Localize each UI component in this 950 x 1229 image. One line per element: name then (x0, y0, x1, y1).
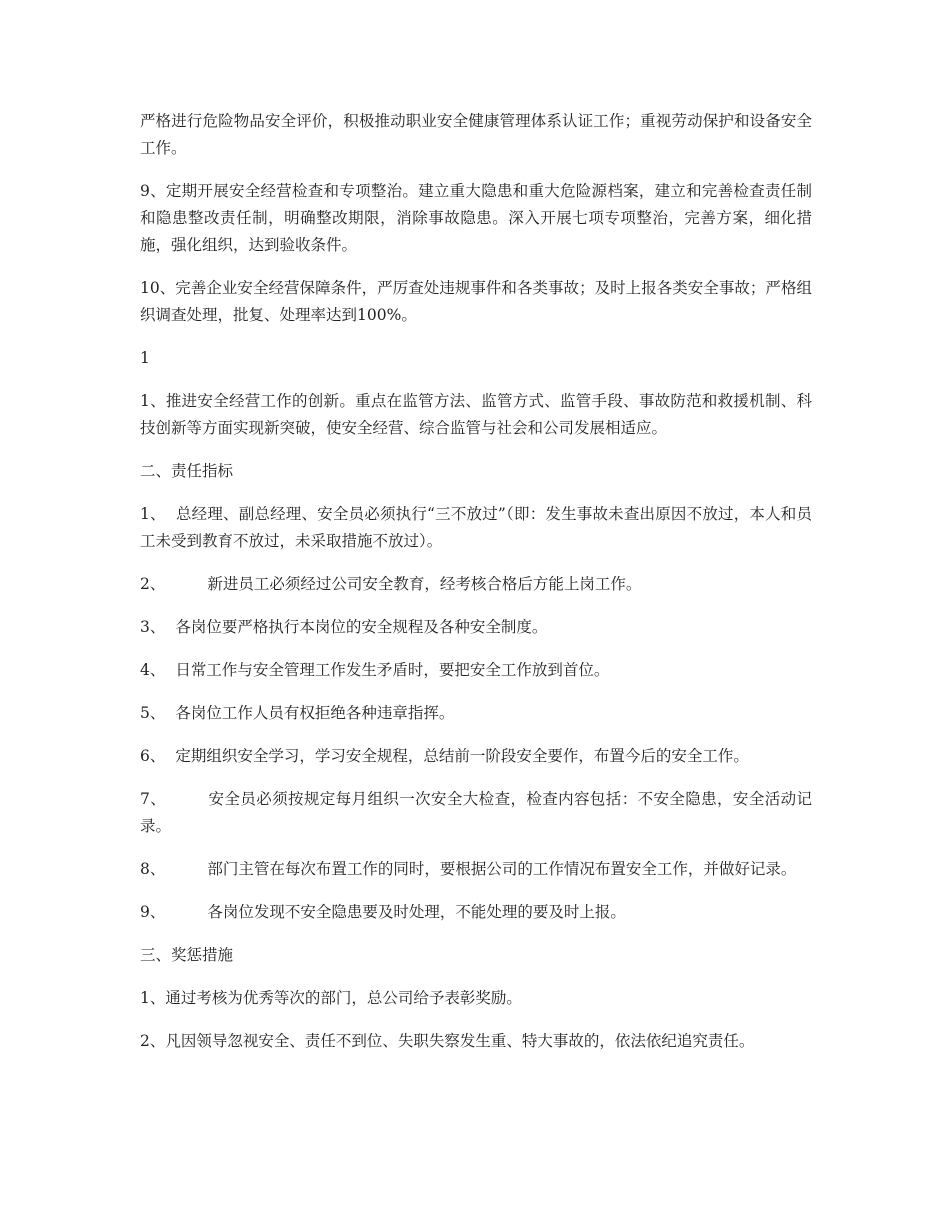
paragraph-text: 定期开展安全经营检查和专项整治。建立重大隐患和重大危险源档案，建立和完善检查责任制和隐患整改责任制，明确整改期限，消除事故隐患。深入开展七项专项整治，完善方案，细化措施，强化组织，达到验收条件。 (140, 182, 812, 254)
list-item (140, 571, 812, 598)
list-item-number: 6、 (140, 747, 166, 765)
list-item-number: 2、 (140, 575, 166, 593)
list-item-text: 部门主管在每次布置工作的同时，要根据公司的工作情况布置安全工作，并做好记录。 (207, 860, 797, 878)
section-heading-text: 三、奖惩措施 (140, 946, 234, 964)
list-item-text: 新进员工必须经过公司安全教育，经考核合格后方能上岗工作。 (207, 575, 642, 593)
list-item (140, 899, 812, 926)
list-item-text: 安全员必须按规定每月组织一次安全大检查，检查内容包括：不安全隐患，安全活动记录。 (140, 790, 812, 835)
list-item-number: 5、 (140, 704, 166, 722)
list-item-number: 1、 (140, 989, 166, 1007)
list-item-text: 通过考核为优秀等次的部门，总公司给予表彰奖励。 (165, 989, 522, 1007)
paragraph-number: 1、 (140, 392, 166, 410)
section-heading (140, 942, 812, 969)
section-heading (140, 458, 812, 485)
list-item-text: 各岗位要严格执行本岗位的安全规程及各种安全制度。 (175, 618, 548, 636)
document-body (140, 108, 812, 1071)
list-item (140, 657, 812, 684)
list-item-number: 4、 (140, 661, 166, 679)
list-item-number: 1、 (140, 505, 166, 523)
list-item-text: 凡因领导忽视安全、责任不到位、失职失察发生重、特大事故的，依法依纪追究责任。 (165, 1032, 755, 1050)
list-item (140, 985, 812, 1012)
paragraph (140, 178, 812, 259)
list-item-number: 7、 (140, 790, 167, 808)
list-item (140, 501, 812, 555)
list-item-text: 总经理、副总经理、安全员必须执行“三不放过”（即：发生事故未查出原因不放过，本人和员工未受到教育不放过，未采取措施不放过）。 (140, 505, 812, 550)
paragraph-text: 严格进行危险物品安全评价，积极推动职业安全健康管理体系认证工作；重视劳动保护和设备安全工作。 (140, 112, 812, 157)
paragraph (140, 108, 812, 162)
paragraph-text: 完善企业安全经营保障条件，严厉查处违规事件和各类事故；及时上报各类安全事故；严格组织调查处理，批复、处理率达到100%。 (140, 279, 812, 324)
list-item (140, 743, 812, 770)
list-item-number: 8、 (140, 860, 166, 878)
list-item-text: 定期组织安全学习，学习安全规程，总结前一阶段安全要作，布置今后的安全工作。 (175, 747, 749, 765)
paragraph-number: 10、 (140, 279, 176, 297)
paragraph (140, 275, 812, 329)
list-item (140, 614, 812, 641)
page-number (140, 345, 812, 372)
paragraph-text: 推进安全经营工作的创新。重点在监管方法、监管方式、监管手段、事故防范和救援机制、科技创新等方面实现新突破，使安全经营、综合监管与社会和公司发展相适应。 (140, 392, 812, 437)
list-item-number: 2、 (140, 1032, 166, 1050)
list-item-number: 3、 (140, 618, 166, 636)
list-item-number: 9、 (140, 903, 166, 921)
page-number-text: 1 (140, 349, 150, 367)
list-item (140, 856, 812, 883)
list-item-text: 各岗位发现不安全隐患要及时处理，不能处理的要及时上报。 (207, 903, 626, 921)
list-item (140, 700, 812, 727)
section-heading-text: 二、责任指标 (140, 462, 234, 480)
list-item-text: 日常工作与安全管理工作发生矛盾时，要把安全工作放到首位。 (175, 661, 610, 679)
list-item-text: 各岗位工作人员有权拒绝各种违章指挥。 (175, 704, 455, 722)
list-item (140, 1028, 812, 1055)
list-item (140, 786, 812, 840)
paragraph (140, 388, 812, 442)
paragraph-number: 9、 (140, 182, 166, 200)
